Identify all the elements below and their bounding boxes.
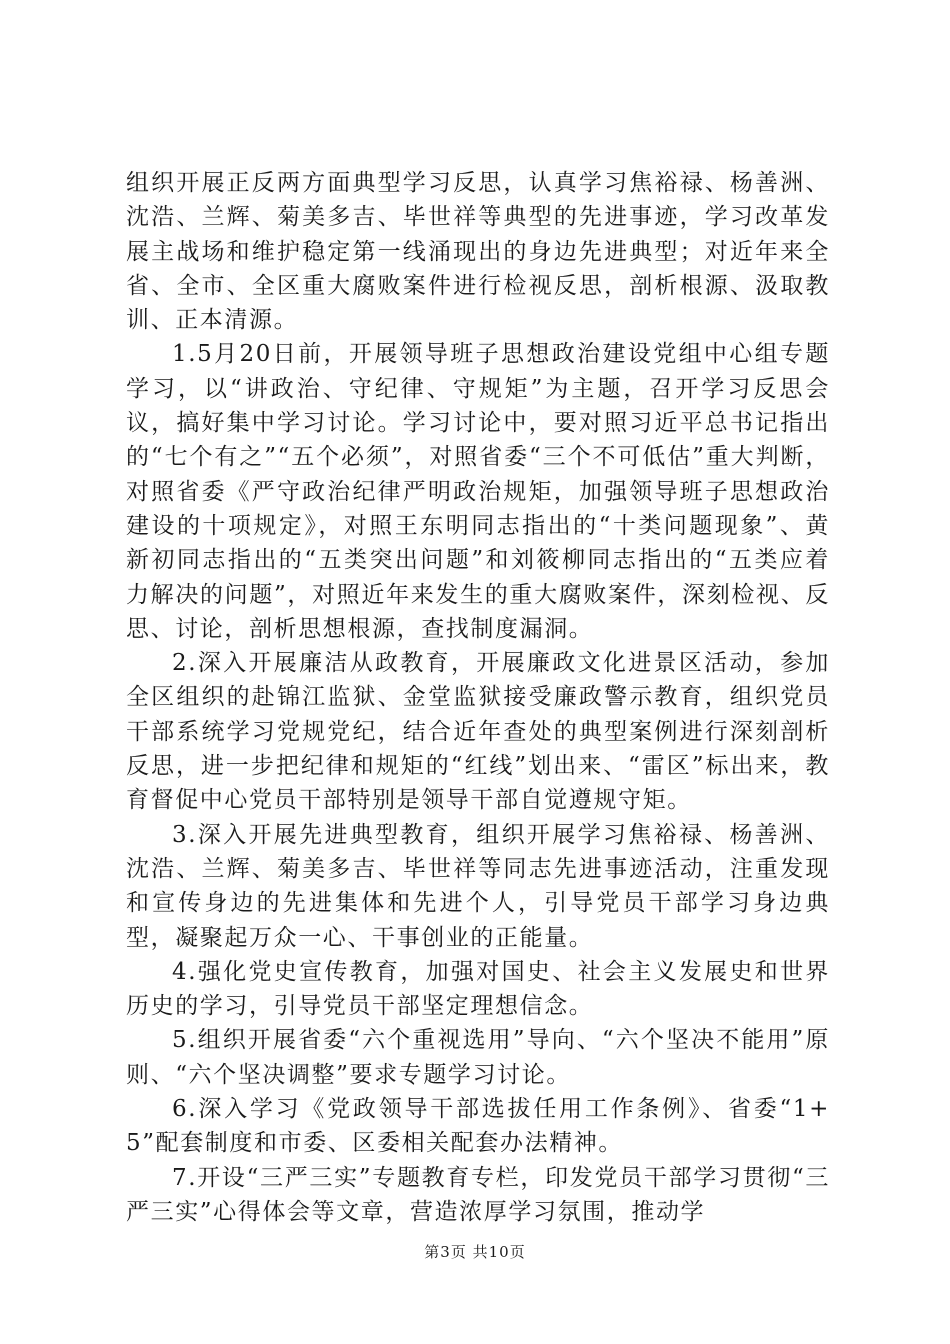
paragraph-item-1: 1.5月20日前，开展领导班子思想政治建设党组中心组专题学习，以“讲政治、守纪律、守规矩”为主题，召开学习反思会议，搞好集中学习讨论。学习讨论中，要对照习近平总书记指出的“七个有之”“五个必须”，对照省委“三个不可低估”重大判断，对照省委《严守政治纪律严明政治规矩，加强领导班子思想政治建设的十项规定》，对照王东明同志指出的“十类问题现象”、黄新初同志指出的“五类突出问题”和刘筱柳同志指出的“五类应着力解决的问题”，对照近年来发生的重大腐败案件，深刻检视、反思、讨论，剖析思想根源，查找制度漏洞。 — [126, 341, 830, 642]
paragraph-continuation: 组织开展正反两方面典型学习反思，认真学习焦裕禄、杨善洲、沈浩、兰辉、菊美多吉、毕世祥等典型的先进事迹，学习改革发展主战场和维护稳定第一线涌现出的身边先进典型；对近年来全省、全市、全区重大腐败案件进行检视反思，剖析根源、汲取教训、正本清源。 — [126, 170, 830, 334]
paragraph-item-7: 7.开设“三严三实”专题教育专栏，印发党员干部学习贯彻“三严三实”心得体会等文章，营造浓厚学习氛围，推动学 — [126, 1164, 830, 1225]
page-number-footer: 第3页 共10页 — [424, 1243, 526, 1261]
paragraph-item-3: 3.深入开展先进典型教育，组织开展学习焦裕禄、杨善洲、沈浩、兰辉、菊美多吉、毕世祥等同志先进事迹活动，注重发现和宣传身边的先进集体和先进个人，引导党员干部学习身边典型，凝聚起万众一心、干事创业的正能量。 — [126, 821, 830, 951]
paragraph-item-5: 5.组织开展省委“六个重视选用”导向、“六个坚决不能用”原则、“六个坚决调整”要求专题学习讨论。 — [126, 1027, 830, 1088]
paragraph-item-4: 4.强化党史宣传教育，加强对国史、社会主义发展史和世界历史的学习，引导党员干部坚定理想信念。 — [126, 958, 830, 1020]
paragraph-item-2: 2.深入开展廉洁从政教育，开展廉政文化进景区活动，参加全区组织的赴锦江监狱、金堂监狱接受廉政警示教育，组织党员干部系统学习党规党纪，结合近年查处的典型案例进行深刻剖析反思，进一步把纪律和规矩的“红线”划出来、“雷区”标出来，教育督促中心党员干部特别是领导干部自觉遵规守矩。 — [126, 650, 830, 814]
document-body — [126, 166, 830, 1229]
paragraph-item-6: 6.深入学习《党政领导干部选拔任用工作条例》、省委“1+5”配套制度和市委、区委相关配套办法精神。 — [126, 1096, 830, 1157]
